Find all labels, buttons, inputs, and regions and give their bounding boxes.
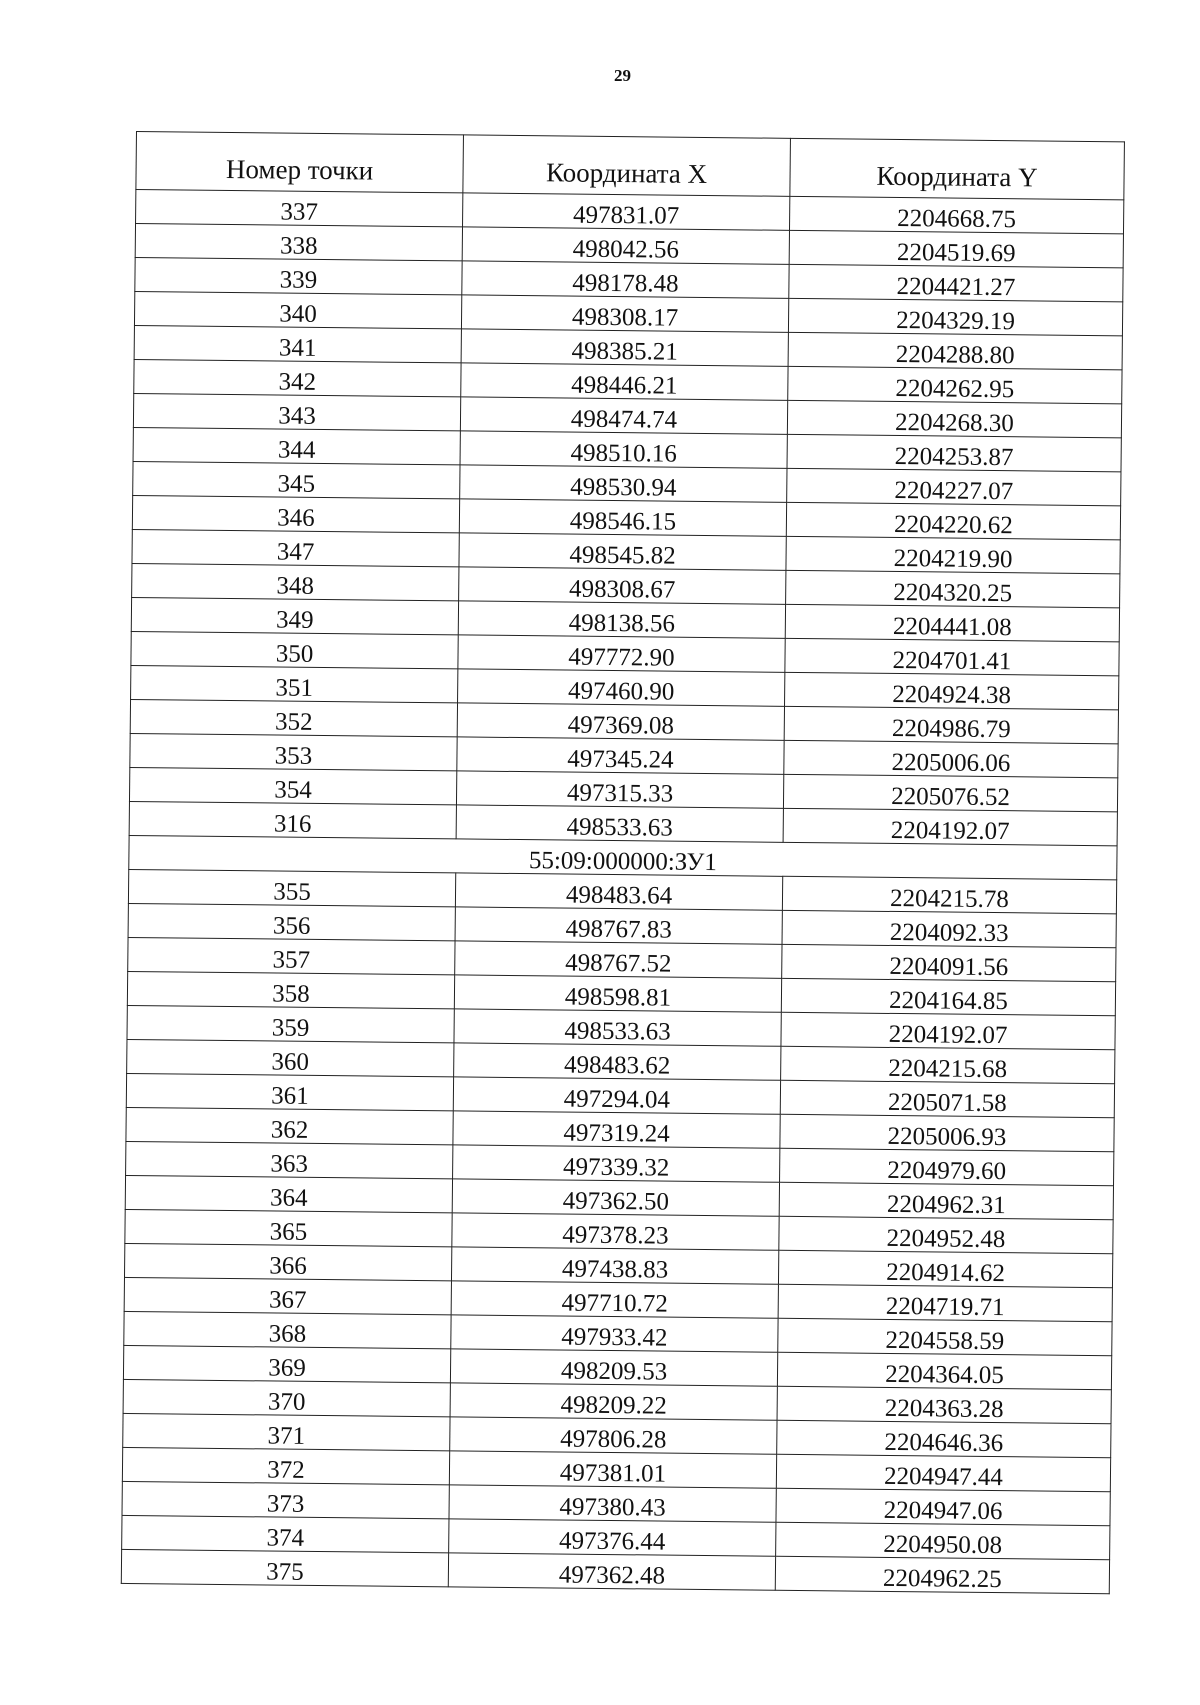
coordinate-y-cell: 2204227.07 bbox=[787, 468, 1121, 505]
point-number-cell: 341 bbox=[134, 325, 461, 362]
coordinate-x-cell: 497806.28 bbox=[450, 1417, 777, 1454]
page-number: 29 bbox=[614, 66, 631, 85]
coordinate-x-cell: 498767.83 bbox=[455, 907, 782, 944]
coordinate-x-cell: 498530.94 bbox=[460, 465, 787, 502]
coordinate-y-cell: 2205006.06 bbox=[784, 740, 1118, 777]
point-number-cell: 365 bbox=[125, 1209, 452, 1246]
point-number-cell: 351 bbox=[131, 665, 458, 702]
coordinate-x-cell: 498308.67 bbox=[459, 567, 786, 604]
coordinate-x-cell: 497339.32 bbox=[453, 1145, 780, 1182]
coordinate-x-cell: 497380.43 bbox=[449, 1485, 776, 1522]
coordinate-x-cell: 497315.33 bbox=[456, 771, 783, 808]
coordinate-y-cell: 2204947.06 bbox=[776, 1488, 1110, 1525]
point-number-cell: 346 bbox=[132, 495, 459, 532]
point-number-cell: 359 bbox=[127, 1005, 454, 1042]
point-number-cell: 352 bbox=[130, 699, 457, 736]
coordinate-x-cell: 498545.82 bbox=[459, 533, 786, 570]
coordinate-y-cell: 2204164.85 bbox=[781, 978, 1115, 1015]
point-number-cell: 345 bbox=[133, 461, 460, 498]
header-coordinate-x: Координата X bbox=[463, 135, 791, 196]
coordinate-y-cell: 2204441.08 bbox=[785, 604, 1119, 641]
coordinate-y-cell: 2204421.27 bbox=[789, 264, 1123, 301]
point-number-cell: 338 bbox=[135, 224, 462, 261]
table-header bbox=[136, 132, 1125, 200]
coordinate-y-cell: 2204363.28 bbox=[777, 1386, 1111, 1423]
point-number-cell: 374 bbox=[122, 1515, 449, 1552]
coordinate-x-cell: 498385.21 bbox=[461, 329, 788, 366]
point-number-cell: 358 bbox=[127, 971, 454, 1008]
point-number-cell: 340 bbox=[134, 291, 461, 328]
point-number-cell: 366 bbox=[124, 1243, 451, 1280]
coordinate-y-cell: 2204091.56 bbox=[782, 944, 1116, 981]
coordinate-y-cell: 2204519.69 bbox=[789, 230, 1123, 267]
coordinate-y-cell: 2204914.62 bbox=[778, 1250, 1112, 1287]
coordinate-x-cell: 497294.04 bbox=[453, 1077, 780, 1114]
coordinate-y-cell: 2204220.62 bbox=[786, 502, 1120, 539]
coordinate-y-cell: 2204947.44 bbox=[776, 1454, 1110, 1491]
point-number-cell: 368 bbox=[124, 1311, 451, 1348]
coordinate-y-cell: 2204364.05 bbox=[777, 1352, 1111, 1389]
coordinate-y-cell: 2204262.95 bbox=[788, 366, 1122, 403]
point-number-cell: 356 bbox=[128, 903, 455, 940]
point-number-cell: 363 bbox=[126, 1141, 453, 1178]
coordinate-x-cell: 497362.50 bbox=[452, 1179, 779, 1216]
point-number-cell: 360 bbox=[127, 1039, 454, 1076]
point-number-cell: 370 bbox=[123, 1379, 450, 1416]
coordinate-x-cell: 497772.90 bbox=[458, 635, 785, 672]
coordinate-y-cell: 2204253.87 bbox=[787, 434, 1121, 471]
coordinate-y-cell: 2204092.33 bbox=[782, 910, 1116, 947]
coordinate-x-cell: 497933.42 bbox=[451, 1315, 778, 1352]
coordinate-y-cell: 2204215.78 bbox=[782, 876, 1116, 913]
coordinate-y-cell: 2204268.30 bbox=[787, 400, 1121, 437]
coordinate-y-cell: 2204219.90 bbox=[786, 536, 1120, 573]
point-number-cell: 344 bbox=[133, 427, 460, 464]
coordinate-x-cell: 498474.74 bbox=[460, 397, 787, 434]
coordinate-x-cell: 498042.56 bbox=[462, 227, 789, 264]
coordinate-y-cell: 2204950.08 bbox=[776, 1522, 1110, 1559]
coordinate-x-cell: 498767.52 bbox=[455, 941, 782, 978]
point-number-cell: 337 bbox=[136, 190, 463, 227]
point-number-cell: 339 bbox=[135, 257, 462, 294]
coordinate-x-cell: 497438.83 bbox=[451, 1247, 778, 1284]
coordinate-x-cell: 498178.48 bbox=[462, 261, 789, 298]
coordinate-x-cell: 498546.15 bbox=[459, 499, 786, 536]
coordinate-x-cell: 497369.08 bbox=[457, 703, 784, 740]
coordinate-y-cell: 2204320.25 bbox=[786, 570, 1120, 607]
coordinate-x-cell: 498446.21 bbox=[461, 363, 788, 400]
coordinate-y-cell: 2204329.19 bbox=[788, 298, 1122, 335]
coordinate-x-cell: 497376.44 bbox=[449, 1519, 776, 1556]
coordinate-x-cell: 497362.48 bbox=[448, 1553, 775, 1590]
coordinate-x-cell: 497710.72 bbox=[451, 1281, 778, 1318]
coordinate-x-cell: 498598.81 bbox=[454, 975, 781, 1012]
coordinate-y-cell: 2204215.68 bbox=[781, 1046, 1115, 1083]
coordinate-x-cell: 498209.53 bbox=[450, 1349, 777, 1386]
coordinate-x-cell: 498138.56 bbox=[458, 601, 785, 638]
coordinate-x-cell: 497378.23 bbox=[452, 1213, 779, 1250]
coordinate-y-cell: 2204924.38 bbox=[785, 672, 1119, 709]
coordinate-y-cell: 2205076.52 bbox=[783, 774, 1117, 811]
coordinate-y-cell: 2204986.79 bbox=[784, 706, 1118, 743]
coordinate-x-cell: 497381.01 bbox=[449, 1451, 776, 1488]
point-number-cell: 316 bbox=[129, 801, 456, 838]
coordinate-y-cell: 2205071.58 bbox=[780, 1080, 1114, 1117]
coordinate-x-cell: 498483.62 bbox=[454, 1043, 781, 1080]
coordinate-x-cell: 498510.16 bbox=[460, 431, 787, 468]
point-number-cell: 355 bbox=[128, 869, 455, 906]
coordinate-y-cell: 2204952.48 bbox=[779, 1216, 1113, 1253]
coordinate-y-cell: 2204962.31 bbox=[779, 1182, 1113, 1219]
point-number-cell: 369 bbox=[123, 1345, 450, 1382]
point-number-cell: 362 bbox=[126, 1107, 453, 1144]
coordinate-x-cell: 497345.24 bbox=[457, 737, 784, 774]
point-number-cell: 348 bbox=[132, 563, 459, 600]
point-number-cell: 375 bbox=[121, 1549, 448, 1586]
point-number-cell: 350 bbox=[131, 631, 458, 668]
coordinate-y-cell: 2204646.36 bbox=[777, 1420, 1111, 1457]
coordinate-y-cell: 2204192.07 bbox=[783, 808, 1117, 845]
point-number-cell: 372 bbox=[122, 1447, 449, 1484]
point-number-cell: 373 bbox=[122, 1481, 449, 1518]
header-coordinate-y: Координата Y bbox=[790, 138, 1125, 199]
coordinate-x-cell: 497319.24 bbox=[453, 1111, 780, 1148]
coordinate-y-cell: 2204558.59 bbox=[778, 1318, 1112, 1355]
point-number-cell: 371 bbox=[123, 1413, 450, 1450]
point-number-cell: 349 bbox=[131, 597, 458, 634]
point-number-cell: 354 bbox=[129, 767, 456, 804]
point-number-cell: 342 bbox=[134, 359, 461, 396]
header-point-number: Номер точки bbox=[136, 132, 464, 193]
section-label: 55:09:000000:ЗУ1 bbox=[129, 835, 1117, 879]
point-number-cell: 364 bbox=[125, 1175, 452, 1212]
coordinate-y-cell: 2204288.80 bbox=[788, 332, 1122, 369]
coordinate-y-cell: 2205006.93 bbox=[780, 1114, 1114, 1151]
coordinate-y-cell: 2204701.41 bbox=[785, 638, 1119, 675]
coordinate-x-cell: 498308.17 bbox=[461, 295, 788, 332]
coordinate-x-cell: 498533.63 bbox=[454, 1009, 781, 1046]
point-number-cell: 343 bbox=[133, 393, 460, 430]
point-number-cell: 347 bbox=[132, 529, 459, 566]
table-body bbox=[121, 190, 1124, 1594]
point-number-cell: 367 bbox=[124, 1277, 451, 1314]
point-number-cell: 353 bbox=[130, 733, 457, 770]
coordinate-x-cell: 498209.22 bbox=[450, 1383, 777, 1420]
header-row bbox=[136, 132, 1125, 200]
coordinate-y-cell: 2204192.07 bbox=[781, 1012, 1115, 1049]
coordinate-y-cell: 2204668.75 bbox=[789, 196, 1123, 233]
point-number-cell: 357 bbox=[128, 937, 455, 974]
coordinate-x-cell: 498483.64 bbox=[455, 873, 782, 910]
coordinate-y-cell: 2204962.25 bbox=[775, 1556, 1109, 1593]
coordinates-table bbox=[121, 131, 1125, 1594]
point-number-cell: 361 bbox=[126, 1073, 453, 1110]
coordinate-x-cell: 498533.63 bbox=[456, 805, 783, 842]
coordinate-x-cell: 497831.07 bbox=[463, 193, 790, 230]
coordinate-y-cell: 2204979.60 bbox=[780, 1148, 1114, 1185]
coordinate-y-cell: 2204719.71 bbox=[778, 1284, 1112, 1321]
coordinate-x-cell: 497460.90 bbox=[458, 669, 785, 706]
